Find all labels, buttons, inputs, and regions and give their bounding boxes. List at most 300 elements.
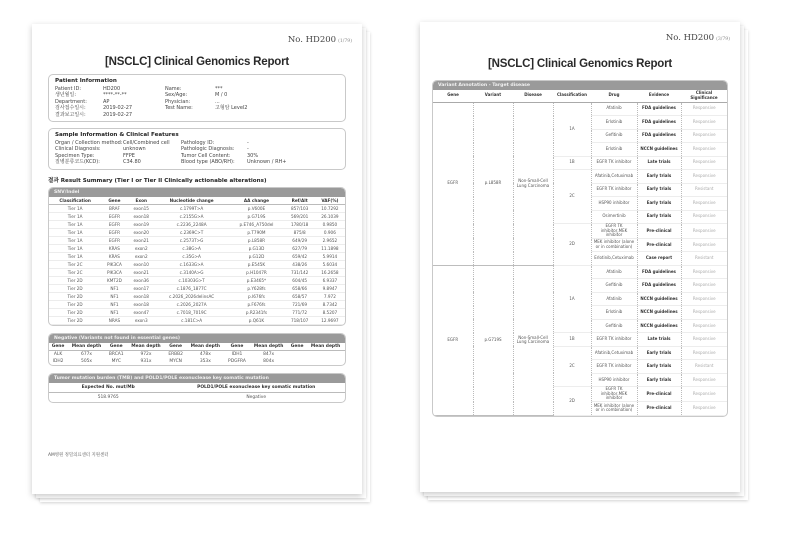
annotation-evidence: Early trials [637,170,681,184]
field-value: AP [103,98,110,105]
table-cell: Tier 2D [49,316,101,324]
table-row [433,102,727,116]
field-value: Unknown / RH+ [247,159,287,166]
annotation-evidence: Late trials [637,156,681,170]
annotation-evidence: NCCN guidelines [637,143,681,157]
table-cell: exon15 [128,204,155,212]
annotation-drug: HSP90 inhibitor [591,197,637,211]
table-cell: p.G719S [228,212,284,220]
annotation-drug: Gefitinib [591,279,637,293]
table-cell: IDH1 [231,351,243,357]
field-value: *** [215,86,223,92]
table-cell: 11.1898 [315,244,345,252]
annotation-drug: Osimertinib [591,210,637,224]
table-cell: EGFR [101,212,127,220]
table-cell: Tier 1A [49,236,101,244]
table-cell: IDH2 [52,358,64,364]
annotation-evidence: Early trials [637,346,681,360]
table-cell: KMT2D [101,276,127,284]
table-cell: c.181C>A [155,316,229,324]
table-cell: NF1 [101,284,127,292]
table-cell: 604/45 [285,276,315,284]
field-value: FFPE [123,152,135,159]
table-header: Nucleotide change [155,197,229,205]
table-cell: 5.6034 [315,260,345,268]
field-value: unknown [123,146,146,153]
table-cell: p.R2341fs [228,308,284,316]
annotation-classification: 2D [553,387,591,415]
table-cell: exon2 [128,244,155,252]
table-cell: EGFR [101,236,127,244]
table-cell: 731/142 [285,268,315,276]
table-cell: p.H1047R [228,268,284,276]
table-cell [306,350,345,358]
annotation-evidence: FDA guidelines [637,265,681,279]
annotation-significance: Responsive [681,116,727,130]
field-label: Pathology ID: [181,140,215,147]
annotation-evidence: FDA guidelines [637,116,681,130]
annotation-drug: Erlotinib,Cetuximab [591,252,637,266]
table-cell: exon18 [128,292,155,300]
field-label: Name: [165,86,182,92]
table-cell: p.V600E [228,204,284,212]
table-cell: 718/107 [285,316,315,324]
field-label: Pathologic Diagnosis: [181,146,235,153]
result-summary-title: 결과 Result Summary (Tier I or Tier II Clinically actionable alterations) [48,177,267,184]
table-cell: KRAS [101,244,127,252]
annotation-evidence: Late trials [637,333,681,347]
annotation-disease: Non-Small-Cell Lung Carcinoma [513,265,553,415]
annotation-drug: Erlotinib [591,116,637,130]
report-page-annotation [420,22,740,492]
table-row [49,350,345,358]
table-cell: c.2155G>A [155,212,229,220]
annotation-significance: Responsive [681,373,727,387]
annotation-significance: Responsive [681,387,727,402]
table-cell [288,350,306,358]
table-header: Disease [513,90,553,102]
table-cell: 438/26 [285,260,315,268]
field-value: M / 0 [215,92,228,99]
table-cell: Tier 1A [49,212,101,220]
table-cell: exon20 [128,228,155,236]
annotation-drug: Erlotinib [591,143,637,157]
table-cell: c.3140A>G [155,268,229,276]
table-cell: Tier 2D [49,292,101,300]
table-cell: 0.906 [315,228,345,236]
annotation-significance: Resistant [681,252,727,266]
table-cell: exon10 [128,260,155,268]
table-cell: Tier 1A [49,228,101,236]
field-label: Organ / Collection method: [55,140,123,147]
table-cell: 2.9652 [315,236,345,244]
annotation-evidence: NCCN guidelines [637,306,681,320]
table-row [49,284,345,292]
field-label: Specimen Type: [55,152,95,159]
table-cell: 972x [140,351,152,357]
table-header: Gene [288,343,306,351]
table-cell: 0.9850 [315,220,345,228]
tmb-header-pold: POLD1/POLE exonuclease key somatic mutation [167,383,345,393]
table-cell: p.I676fs [228,292,284,300]
field-value: - [247,140,249,147]
patient-information-box [48,74,346,122]
tmb-bar: Tumor mutation burden (TMB) and POLD1/POLE exonuclease key somatic mutation [49,374,345,383]
document-number [288,35,352,45]
table-header: VAF(%) [315,197,345,205]
table-cell: 847x [263,351,275,357]
table-cell: PDGFRA [228,358,246,364]
table-cell: exon19 [128,220,155,228]
table-header: Exon [128,197,155,205]
annotation-variant: p.G719S [473,265,513,415]
table-header: Mean depth [306,343,345,351]
annotation-significance: Responsive [681,224,727,239]
annotation-drug: Afatinib [591,102,637,116]
annotation-significance: Responsive [681,238,727,252]
table-cell: Tier 2D [49,308,101,316]
table-cell: 8.5207 [315,308,345,316]
field-value: ... [215,98,220,105]
annotation-classification: 1B [553,156,591,170]
field-value: C34.80 [123,159,141,166]
table-header: Variant [473,90,513,102]
table-cell: Tier 1A [49,204,101,212]
annotation-evidence: Case report [637,252,681,266]
annotation-drug: EGFR TK inhibitor [591,360,637,374]
annotation-gene: EGFR [433,102,473,265]
annotation-variant: p.L858R [473,102,513,265]
table-header: Gene [433,90,473,102]
annotation-drug: HSP90 inhibitor [591,373,637,387]
field-label: Department: [55,98,87,105]
table-header: Classification [49,197,101,205]
table-cell: p.L858R [228,236,284,244]
table-cell: c.10303G>T [155,276,229,284]
table-cell: c.1799T>A [155,204,229,212]
table-cell: c.2236_2248A [155,220,229,228]
table-cell: exon47 [128,308,155,316]
annotation-classification: 1A [553,102,591,156]
table-row [49,228,345,236]
table-row [433,265,727,279]
table-cell: Tier 2D [49,284,101,292]
table-cell: c.35G>A [155,252,229,260]
field-label: 결과보고일시: [55,111,86,118]
table-header: Gene [106,343,127,351]
field-value: 2019-02-27 [103,111,133,118]
table-header: Gene [101,197,127,205]
table-cell: 9.8947 [315,284,345,292]
table-cell: ERBB2 [168,351,183,357]
table-header: Classification [553,90,591,102]
table-cell: 478x [199,351,211,357]
table-row [49,244,345,252]
field-label: 검사접수일시: [55,105,86,112]
table-header: Mean depth [127,343,166,351]
annotation-significance: Responsive [681,265,727,279]
annotation-drug: EGFR TK inhibitor [591,333,637,347]
variant-annotation-bar: Variant Annotation - Target disease [433,81,727,90]
table-row [49,292,345,300]
annotation-significance: Responsive [681,102,727,116]
annotation-drug: Afatinib [591,292,637,306]
table-header: Ref/Alt [285,197,315,205]
annotation-significance: Responsive [681,333,727,347]
table-row [49,308,345,316]
annotation-drug: Gefitinib [591,129,637,143]
annotation-evidence: Early trials [637,373,681,387]
table-cell: Tier 2C [49,260,101,268]
annotation-gene: EGFR [433,265,473,415]
report-footer: AM병원 정밀의료센터 지원센터 [48,453,109,458]
table-cell: p.E545K [228,260,284,268]
document-number [666,33,730,43]
annotation-significance: Responsive [681,346,727,360]
negative-bar: Negative (Variants not found in essential genes) [49,334,345,343]
table-cell: NF1 [101,292,127,300]
annotation-drug: MEK inhibitor (alone or in combination) [591,238,637,252]
table-header: Clinical Significance [681,90,727,102]
snv-indel-table [49,197,345,325]
table-cell: exon18 [128,212,155,220]
table-header: Mean depth [249,343,288,351]
table-header: Evidence [637,90,681,102]
table-cell: c.2369C>T [155,228,229,236]
snv-indel-bar: SNV/Indel [49,188,345,197]
annotation-evidence: FDA guidelines [637,129,681,143]
annotation-drug: EGFR TK inhibitor [591,156,637,170]
annotation-classification: 1A [553,265,591,333]
table-row [49,358,345,365]
report-title: [NSCLC] Clinical Genomics Report [104,56,289,68]
table-row [49,252,345,260]
annotation-evidence: Pre-clinical [637,224,681,239]
tmb-table-box [48,373,346,403]
table-header: Mean depth [67,343,106,351]
annotation-significance: Responsive [681,129,727,143]
annotation-drug: Gefitinib [591,319,637,333]
table-cell: 658/57 [285,292,315,300]
table-header: AA change [228,197,284,205]
table-cell: 505x [81,358,93,364]
table-cell: 7.972 [315,292,345,300]
page-indicator: (1/79) [338,39,352,44]
table-cell [288,358,306,365]
table-cell: exon36 [128,276,155,284]
annotation-drug: EGFR TK inhibitor,MEK inhibitor [591,387,637,402]
table-cell: EGFR [101,220,127,228]
field-value: - [247,146,249,153]
table-cell: c.1876_1877C [155,284,229,292]
field-label: Sex/Age: [165,92,188,99]
table-cell: p.T790M [228,228,284,236]
table-cell: NRAS [101,316,127,324]
tmb-header-expected: Expected No. mut/Mb [49,383,167,393]
table-cell: 1780/18 [285,220,315,228]
table-row [49,236,345,244]
annotation-evidence: Pre-clinical [637,402,681,416]
table-cell: 875/8 [285,228,315,236]
table-cell: Tier 2D [49,276,101,284]
table-cell: c.38G>A [155,244,229,252]
field-value: 30% [247,152,259,159]
table-cell: 10.7292 [315,204,345,212]
table-cell: 627/79 [285,244,315,252]
table-cell: 857/103 [285,204,315,212]
table-cell: KRAS [101,252,127,260]
annotation-classification: 2C [553,170,591,224]
annotation-significance: Resistant [681,360,727,374]
table-cell: p.G13D [228,244,284,252]
patient-information-fields [55,86,339,118]
table-cell: 649/29 [285,236,315,244]
snv-indel-table-box [48,187,346,326]
tmb-table [49,383,345,402]
table-cell: 721/69 [285,300,315,308]
table-row [49,220,345,228]
table-cell: 677x [81,351,93,357]
table-cell: 353x [199,358,211,364]
annotation-significance: Responsive [681,170,727,184]
annotation-evidence: FDA guidelines [637,102,681,116]
field-label: Patient ID: [55,86,82,92]
field-label [165,112,215,118]
table-row [49,260,345,268]
annotation-evidence: Early trials [637,183,681,197]
field-value: 고형암 Level2 [215,105,248,112]
sample-information-fields [55,140,339,166]
annotation-significance: Responsive [681,279,727,293]
tmb-value: 518.9765 [97,394,119,400]
field-label: Blood type (ABO/RH): [181,159,235,166]
field-label: 생년월일: [55,92,77,99]
table-cell: Tier 2D [49,300,101,308]
table-cell: ALK [53,351,63,357]
annotation-evidence: NCCN guidelines [637,319,681,333]
field-value: Cell/Combined cell [123,140,170,147]
table-cell: c.1633G>A [155,260,229,268]
table-cell: PIK3CA [101,260,127,268]
table-cell: c.2026_2026delinsAC [155,292,229,300]
table-cell: exon3 [128,316,155,324]
field-label: 질병분류코드(KCD): [55,159,100,166]
annotation-drug: Afatinib [591,265,637,279]
table-cell: 6.9337 [315,276,345,284]
table-cell: 771/72 [285,308,315,316]
table-header: Gene [49,343,67,351]
annotation-evidence: Early trials [637,210,681,224]
table-cell: exon17 [128,284,155,292]
table-row [49,276,345,284]
field-value: 2019-02-27 [103,105,133,112]
table-cell: EGFR [101,228,127,236]
annotation-significance: Responsive [681,156,727,170]
annotation-significance: Responsive [681,402,727,416]
table-cell: 804x [263,358,275,364]
annotation-evidence: Pre-clinical [637,387,681,402]
variant-annotation-box [432,80,728,417]
annotation-significance: Responsive [681,210,727,224]
annotation-drug: Afatinib,Cetuximab [591,170,637,184]
table-cell [306,358,345,365]
document-number-text: No. HD200 [665,33,715,43]
annotation-classification: 2C [553,346,591,387]
table-cell: MYC [111,358,121,364]
table-cell: p.G12D [228,252,284,260]
table-cell: exon21 [128,268,155,276]
table-cell: exon2 [128,252,155,260]
table-cell: BRAF [101,204,127,212]
annotation-drug: EGFR TK inhibitor,MEK inhibitor [591,224,637,239]
sample-information-heading: Sample Information & Clinical Features [55,132,179,139]
field-label: Test Name: [165,105,193,112]
table-cell: Tier 1A [49,252,101,260]
report-title: [NSCLC] Clinical Genomics Report [487,58,672,70]
table-row [49,316,345,324]
table-cell: 12.9697 [315,316,345,324]
variant-annotation-table [433,90,727,416]
annotation-evidence: Early trials [637,360,681,374]
report-page-summary [32,24,362,494]
annotation-evidence: FDA guidelines [637,279,681,293]
annotation-disease: Non-Small-Cell Lung Carcinoma [513,102,553,265]
table-row [49,300,345,308]
annotation-drug: Afatinib,Cetuximab [591,346,637,360]
sample-information-box [48,128,346,170]
table-row [49,268,345,276]
annotation-drug: MEK inhibitor (alone or in combination) [591,402,637,416]
table-cell: 8.7342 [315,300,345,308]
table-row [49,212,345,220]
table-cell: p.Y628fs [228,284,284,292]
table-cell: BRCA1 [108,351,124,357]
annotation-significance: Resistant [681,183,727,197]
table-cell: PIK3CA [101,268,127,276]
negative-table-box [48,333,346,366]
field-value: HD200 [103,86,121,92]
negative-table [49,343,345,365]
document-number-text: No. HD200 [287,35,337,45]
table-cell: 16.2658 [315,268,345,276]
table-header: Drug [591,90,637,102]
annotation-significance: Responsive [681,319,727,333]
table-cell: exon21 [128,236,155,244]
table-cell: Tier 1A [49,220,101,228]
annotation-evidence: Pre-clinical [637,238,681,252]
table-header: Gene [165,343,186,351]
annotation-evidence: NCCN guidelines [637,292,681,306]
table-cell: p.E746_A750del [228,220,284,228]
table-cell: Tier 2C [49,268,101,276]
field-label: Physician: [165,98,191,105]
table-cell: c.2026_2027A [155,300,229,308]
table-cell: 658/66 [285,284,315,292]
table-cell: 659/42 [285,252,315,260]
table-cell: 5.9914 [315,252,345,260]
table-cell: p.Q61K [228,316,284,324]
annotation-significance: Responsive [681,306,727,320]
field-label: Clinical Diagnosis: [55,146,101,153]
table-cell: NF1 [101,308,127,316]
table-cell: NF1 [101,300,127,308]
table-cell: 569/201 [285,212,315,220]
table-row [49,204,345,212]
table-cell: MYCN [169,358,182,364]
table-cell: exon18 [128,300,155,308]
annotation-classification: 2D [553,224,591,266]
patient-information-heading: Patient Information [55,78,117,84]
